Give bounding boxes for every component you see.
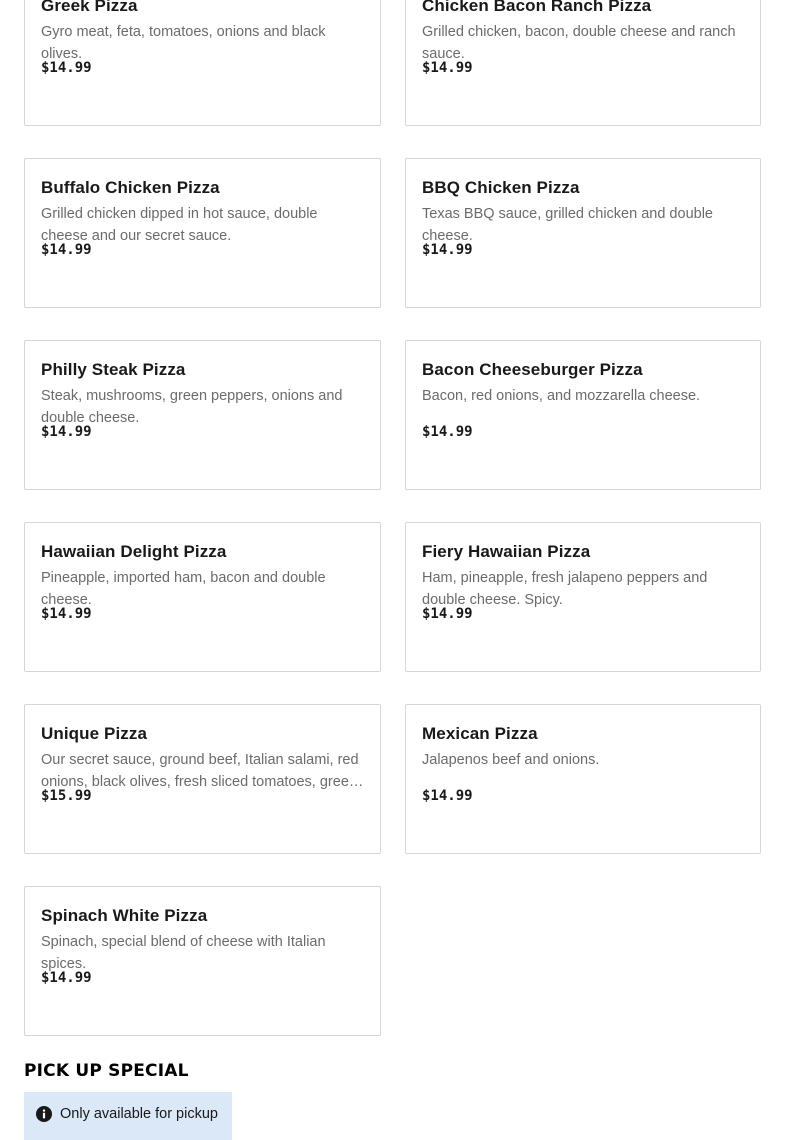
menu-item-price: $14.99	[41, 970, 92, 986]
menu-item-price: $14.99	[41, 60, 92, 76]
menu-item-card[interactable]	[24, 158, 381, 308]
menu-item-price: $14.99	[422, 242, 473, 258]
pickup-notice	[24, 1092, 232, 1140]
menu-item-price: $14.99	[41, 242, 92, 258]
menu-item-description: Grilled chicken, bacon, double cheese and ranch sauce.	[422, 24, 736, 62]
menu-item-price: $14.99	[422, 424, 473, 440]
menu-item-description: Pineapple, imported ham, bacon and double cheese.	[41, 570, 326, 608]
section-heading: PICK UP SPECIAL	[24, 1061, 189, 1081]
menu-item-card[interactable]	[24, 704, 381, 854]
menu-item-description: Bacon, red onions, and mozzarella cheese.	[422, 388, 701, 404]
menu-item-name: Mexican Pizza	[422, 724, 538, 743]
menu-item-price: $14.99	[422, 606, 473, 622]
menu-item-description: Steak, mushrooms, green peppers, onions and double cheese.	[41, 388, 343, 426]
menu-item-description: Gyro meat, feta, tomatoes, onions and black olives.	[41, 24, 326, 62]
menu-item-card[interactable]	[405, 0, 761, 126]
pickup-notice-text: Only available for pickup	[60, 1106, 218, 1122]
menu-item-price: $15.99	[41, 788, 92, 804]
menu-item-grid	[24, 0, 761, 1036]
menu-item-name: Greek Pizza	[41, 0, 138, 15]
menu-item-name: Fiery Hawaiian Pizza	[422, 542, 591, 561]
menu-item-card[interactable]	[405, 522, 761, 672]
info-icon	[36, 1106, 52, 1122]
menu-item-description: Our secret sauce, ground beef, Italian salami, red onions, black olives, fresh sliced tomatoes, gree…	[41, 752, 364, 790]
menu-item-price: $14.99	[41, 424, 92, 440]
menu-item-price: $14.99	[422, 788, 473, 804]
menu-item-card[interactable]	[405, 704, 761, 854]
menu-item-name: Bacon Cheeseburger Pizza	[422, 360, 643, 379]
menu-item-description: Texas BBQ sauce, grilled chicken and double cheese.	[422, 206, 713, 244]
menu-item-price: $14.99	[41, 606, 92, 622]
menu-item-name: BBQ Chicken Pizza	[422, 178, 580, 197]
menu-item-card[interactable]	[405, 158, 761, 308]
menu-item-name: Spinach White Pizza	[41, 906, 208, 925]
menu-item-price: $14.99	[422, 60, 473, 76]
menu-item-card[interactable]	[24, 886, 381, 1036]
menu-item-description: Ham, pineapple, fresh jalapeno peppers and double cheese. Spicy.	[422, 570, 708, 608]
menu-item-card[interactable]	[24, 522, 381, 672]
menu-item-name: Hawaiian Delight Pizza	[41, 542, 227, 561]
menu-item-card[interactable]	[24, 340, 381, 490]
menu-item-card[interactable]	[24, 0, 381, 126]
menu-item-description: Spinach, special blend of cheese with Italian spices.	[41, 934, 326, 972]
menu-item-name: Philly Steak Pizza	[41, 360, 186, 379]
menu-item-name: Unique Pizza	[41, 724, 148, 743]
menu-item-name: Chicken Bacon Ranch Pizza	[422, 0, 652, 15]
menu-item-description: Jalapenos beef and onions.	[422, 752, 600, 768]
menu-item-card[interactable]	[405, 340, 761, 490]
menu-item-description: Grilled chicken dipped in hot sauce, double cheese and our secret sauce.	[41, 206, 318, 244]
menu-item-name: Buffalo Chicken Pizza	[41, 178, 220, 197]
